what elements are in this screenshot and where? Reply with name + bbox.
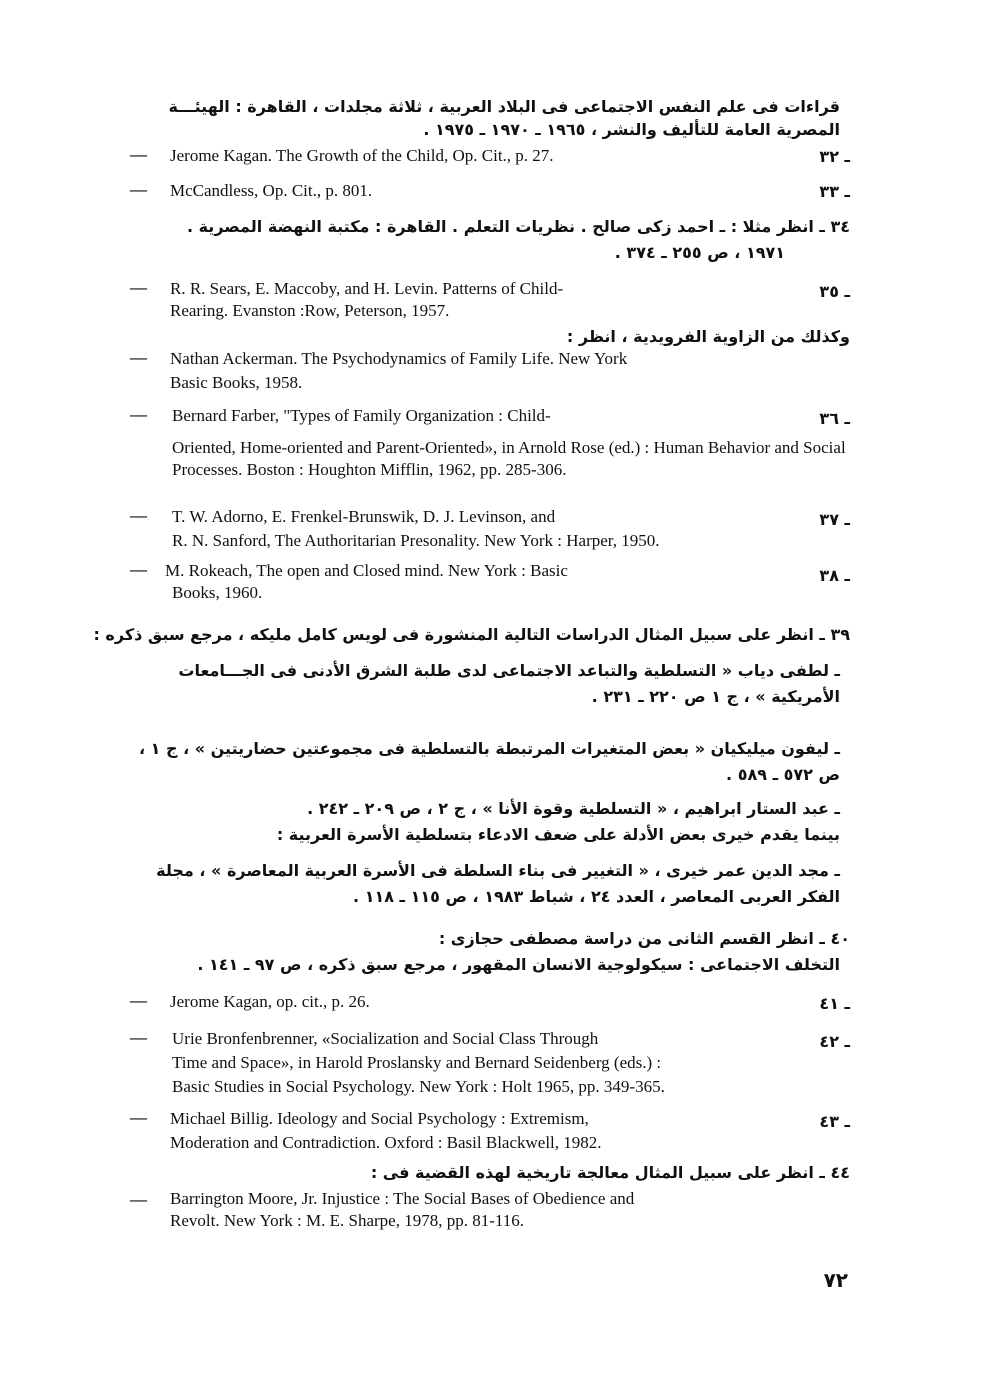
ref-35-line-5: Basic Books, 1958. (170, 373, 303, 392)
ref-35-number: ـ ٣٥ (819, 282, 850, 301)
ref-42-line-1: Urie Bronfenbrenner, «Socialization and Social Class Through (172, 1029, 599, 1048)
ref-dash: — (130, 991, 147, 1010)
ref-43-line-2: Moderation and Contradiction. Oxford : Basil Blackwell, 1982. (170, 1133, 602, 1152)
ref-37-number: ـ ٣٧ (819, 510, 850, 529)
ref-36-number: ـ ٣٦ (819, 409, 850, 428)
ref-42-number: ـ ٤٢ (819, 1032, 850, 1051)
ref-dash: — (130, 560, 147, 579)
ref-43-number: ـ ٤٣ (819, 1112, 850, 1131)
ref-38-number: ـ ٣٨ (819, 566, 850, 585)
ref-36-line-1: Bernard Farber, "Types of Family Organization : Child- (172, 406, 551, 425)
ref-39-item-3-line-2: بينما يقدم خيرى بعض الأدلة على ضعف الادعاء بتسلطية الأسرة العربية : (276, 825, 840, 844)
ref-38-line-2: Books, 1960. (172, 583, 263, 602)
ref-39-item-4-line-1: ـ مجد الدين عمر خيرى ، « التغيير فى بناء السلطة فى الأسرة العربية المعاصرة » ، مجلة (156, 861, 840, 880)
ref-43-line-1: Michael Billig. Ideology and Social Psychology : Extremism, (170, 1109, 589, 1128)
ref-35-line-3: وكذلك من الزاوية الفرويدية ، انظر : (566, 327, 850, 346)
ref-dash: — (130, 506, 147, 525)
ref-42-line-2: Time and Space», in Harold Proslansky and Bernard Seidenberg (eds.) : (172, 1053, 662, 1072)
ref-33-number: ـ ٣٣ (819, 182, 850, 201)
ref-34-line-2: ١٩٧١ ، ص ٢٥٥ ـ ٣٧٤ . (614, 243, 785, 262)
ref-39-item-4-line-2: الفكر العربى المعاصر ، العدد ٢٤ ، شباط ١٩٨٣ ، ص ١١٥ ـ ١١٨ . (353, 887, 840, 906)
ref-44-line-3: Revolt. New York : M. E. Sharpe, 1978, pp. 81-116. (170, 1211, 524, 1230)
ref-36-line-2: Oriented, Home-oriented and Parent-Oriented», in Arnold Rose (ed.) : Human Behavior and Social Processes. Boston : Houghton Mifflin, 1962, pp. 285-306. (172, 438, 846, 479)
ref-dash: — (130, 405, 147, 424)
ref-31-line-1: قراءات فى علم النفس الاجتماعى فى البلاد العربية ، ثلاثة مجلدات ، القاهرة : الهيئـــة (168, 97, 840, 116)
ref-35-line-4: Nathan Ackerman. The Psychodynamics of Family Life. New York (170, 349, 628, 368)
ref-39-item-2-line-2: ص ٥٧٢ ـ ٥٨٩ . (726, 765, 840, 784)
ref-35-line-2: Rearing. Evanston :Row, Peterson, 1957. (170, 301, 450, 320)
ref-44-line-1: ٤٤ ـ انظر على سبيل المثال معالجة تاريخية لهذه القضية فى : (370, 1163, 850, 1182)
ref-dash: — (130, 1028, 147, 1047)
ref-35-line-1: R. R. Sears, E. Maccoby, and H. Levin. Patterns of Child- (170, 279, 564, 298)
ref-40-line-2: التخلف الاجتماعى : سيكولوجية الانسان المقهور ، مرجع سبق ذكره ، ص ٩٧ ـ ١٤١ . (197, 955, 840, 974)
ref-39-line-1: ٣٩ ـ انظر على سبيل المثال الدراسات التالية المنشورة فى لويس كامل مليكه ، مرجع سبق ذكره : (93, 625, 850, 644)
ref-dash: — (130, 348, 147, 367)
ref-34-line-1: ٣٤ ـ انظر مثلا : ـ احمد زكى صالح . نظريات التعلم . القاهرة : مكتبة النهضة المصرية . (186, 217, 850, 236)
ref-31-line-2: المصرية العامة للتأليف والنشر ، ١٩٦٥ ـ ١٩٧٠ ـ ١٩٧٥ . (423, 120, 840, 139)
ref-dash: — (130, 1190, 147, 1209)
ref-42-line-3: Basic Studies in Social Psychology. New York : Holt 1965, pp. 349-365. (172, 1077, 665, 1096)
ref-dash: — (130, 145, 147, 164)
ref-37-line-2: R. N. Sanford, The Authoritarian Presonality. New York : Harper, 1950. (172, 531, 660, 550)
ref-33-text: McCandless, Op. Cit., p. 801. (170, 181, 373, 200)
ref-39-item-2-line-1: ـ ليفون ميليكيان « بعض المتغيرات المرتبطة بالتسلطية فى مجموعتين حضاريتين » ، ج ١ ، (138, 739, 840, 758)
ref-37-line-1: T. W. Adorno, E. Frenkel-Brunswik, D. J. Levinson, and (172, 507, 556, 526)
page-number: ٧٢ (823, 1268, 848, 1292)
ref-32-number: ـ ٣٢ (819, 147, 850, 166)
ref-41-number: ـ ٤١ (819, 994, 850, 1013)
ref-38-line-1: M. Rokeach, The open and Closed mind. New York : Basic (165, 561, 568, 580)
ref-dash: — (130, 1108, 147, 1127)
ref-dash: — (130, 180, 147, 199)
ref-dash: — (130, 278, 147, 297)
ref-41-text: Jerome Kagan, op. cit., p. 26. (170, 992, 370, 1011)
ref-32-text: Jerome Kagan. The Growth of the Child, Op. Cit., p. 27. (170, 146, 554, 165)
ref-44-line-2: Barrington Moore, Jr. Injustice : The Social Bases of Obedience and (170, 1189, 635, 1208)
ref-39-item-3-line-1: ـ عبد الستار ابراهيم ، « التسلطية وقوة الأنا » ، ج ٢ ، ص ٢٠٩ ـ ٢٤٢ . (307, 799, 840, 818)
ref-40-line-1: ٤٠ ـ انظر القسم الثانى من دراسة مصطفى حجازى : (438, 929, 850, 948)
ref-39-item-1-line-2: الأمريكية » ، ج ١ ص ٢٢٠ ـ ٢٣١ . (591, 687, 840, 706)
ref-39-item-1-line-1: ـ لطفى دياب « التسلطية والتباعد الاجتماعى لدى طلبة الشرق الأدنى فى الجـــامعات (178, 661, 840, 680)
